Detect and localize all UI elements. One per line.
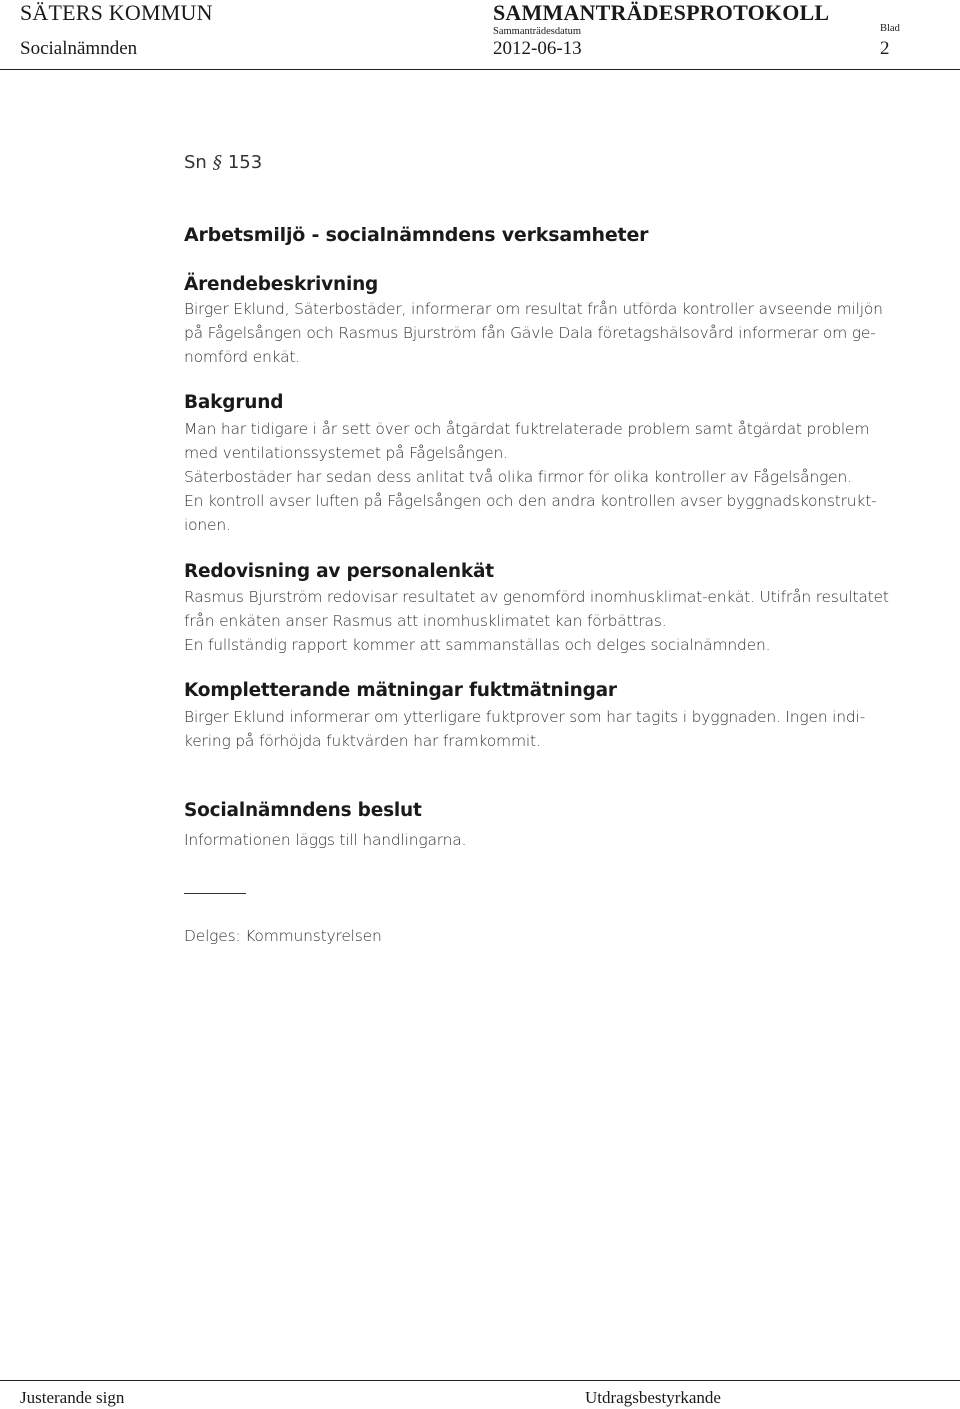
document-type: SAMMANTRÄDESPROTOKOLL [493,0,830,25]
heading-beslut: Socialnämndens beslut [184,800,422,821]
text-line: Rasmus Bjurström redovisar resultatet av genomförd inomhusklimat-enkät. Utifrån resultatet [184,588,889,606]
text-line: nomförd enkät. [184,348,300,366]
section-reference [184,152,262,173]
footer-divider [0,1380,960,1381]
section-symbol: § [212,152,222,173]
department-name: Socialnämnden [20,38,138,59]
text-line: Birger Eklund, Säterbostäder, informerar om resultat från utförda kontroller avseende miljön [184,300,883,318]
text-line: Säterbostäder har sedan dess anlitat två olika firmor för olika kontroller av Fågelsången. [184,468,852,486]
adjusting-signature-label: Justerande sign [20,1388,125,1407]
meeting-date-label: Sammanträdesdatum [493,26,582,37]
matter-title: Arbetsmiljö - socialnämndens verksamheter [184,224,649,246]
text-line: ionen. [184,516,231,534]
text-line: Man har tidigare i år sett över och åtgärdat fuktrelaterade problem samt åtgärdat problem [184,420,870,438]
section-prefix: Sn [184,152,207,173]
paragraph-bakgrund [184,417,954,537]
text-line: kering på förhöjda fuktvärden har framkommit. [184,732,541,750]
page-number: 2 [880,38,890,59]
separator-rule [184,893,246,894]
organization-name: SÄTERS KOMMUN [20,0,213,25]
text-line: Informationen läggs till handlingarna. [184,831,467,849]
text-line: med ventilationssystemet på Fågelsången. [184,444,508,462]
header-divider [0,69,960,70]
text-line: på Fågelsången och Rasmus Bjurström fån Gävle Dala företagshälsovård informerar om ge- [184,324,876,342]
heading-arendebeskrivning: Ärendebeskrivning [184,274,379,295]
text-line: En fullständig rapport kommer att sammanställas och delges socialnämnden. [184,636,771,654]
distribution-line [184,924,954,948]
heading-fuktmatningar: Kompletterande mätningar fuktmätningar [184,680,617,701]
text-line: från enkäten anser Rasmus att inomhusklimatet kan förbättras. [184,612,667,630]
meeting-date: 2012-06-13 [493,38,582,59]
paragraph-fuktmatningar [184,705,954,753]
section-number: 153 [227,152,263,173]
heading-personalenkat: Redovisning av personalenkät [184,561,494,582]
distribution-text: Delges: Kommunstyrelsen [184,927,382,945]
paragraph-beslut [184,828,954,852]
page-label: Blad [880,23,900,34]
extract-certification-label: Utdragsbestyrkande [585,1388,721,1407]
heading-bakgrund: Bakgrund [184,392,284,413]
text-line: En kontroll avser luften på Fågelsången och den andra kontrollen avser byggnadskonstrukt- [184,492,877,510]
paragraph-arendebeskrivning [184,297,954,369]
paragraph-personalenkat [184,585,954,657]
text-line: Birger Eklund informerar om ytterligare fuktprover som har tagits i byggnaden. Ingen indi- [184,708,866,726]
